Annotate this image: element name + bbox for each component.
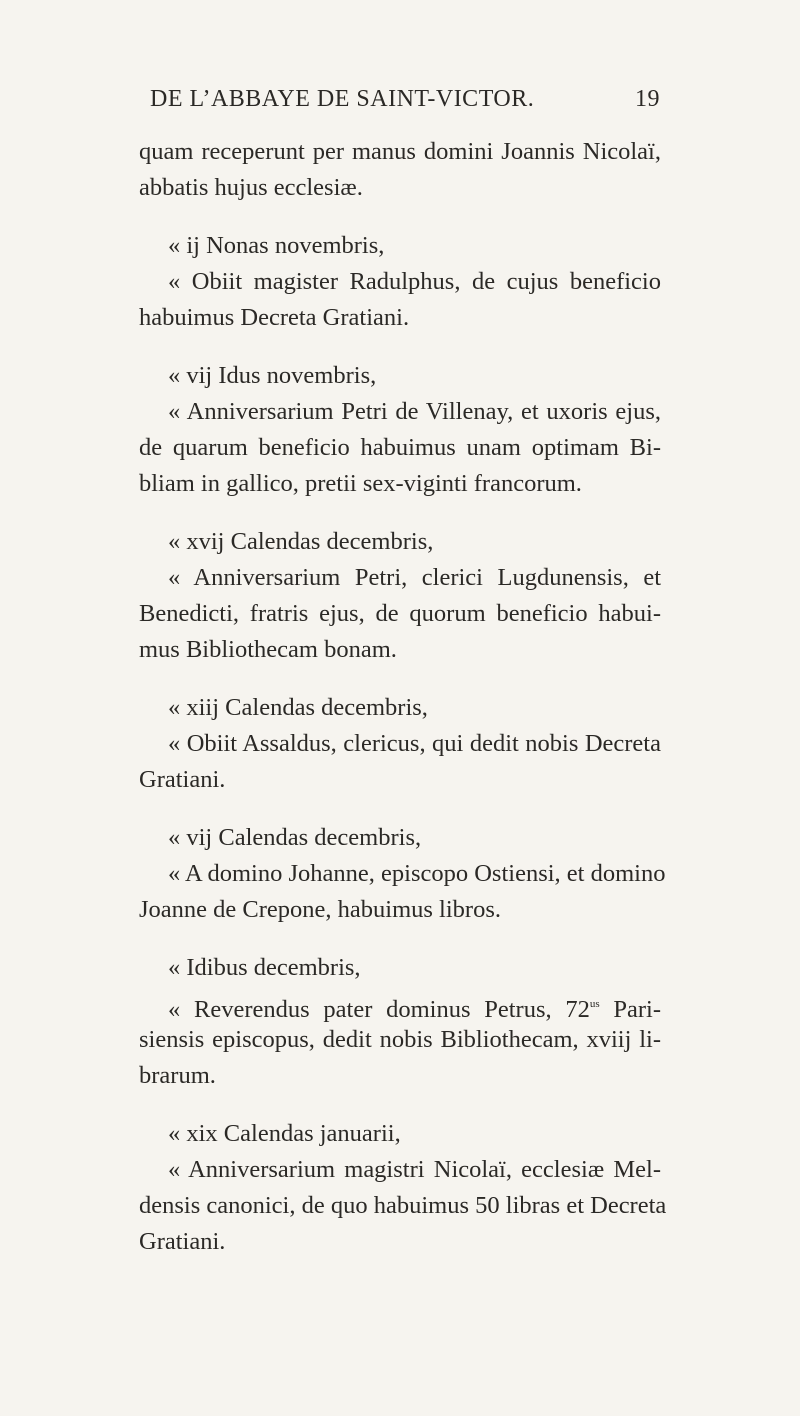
text-fragment: Pari- <box>599 996 661 1023</box>
entry-date <box>139 820 661 856</box>
text-line: « ij Nonas novembris, <box>168 232 385 259</box>
entry-date <box>139 358 661 394</box>
text-line: mus Bibliothecam bonam. <box>139 636 397 663</box>
text-line: « Anniversarium magistri Nicolaï, ecclesiæ Mel- <box>168 1156 661 1183</box>
text-line: de quarum beneficio habuimus unam optimam Bi- <box>139 434 661 461</box>
text-line: « vij Calendas decembris, <box>168 824 422 851</box>
body-text <box>139 134 667 1260</box>
entry-date <box>139 228 661 264</box>
text-line: « A domino Johanne, episcopo Ostiensi, et domino <box>168 860 666 887</box>
ordinal-suffix: us <box>589 998 600 1010</box>
text-line: « Anniversarium Petri, clerici Lugdunensis, et <box>168 564 661 591</box>
text-line: « xiij Calendas decembris, <box>168 694 428 721</box>
paragraph <box>139 134 661 206</box>
text-line <box>139 986 661 1022</box>
text-fragment: « Reverendus pater dominus Petrus, 72 <box>168 996 590 1023</box>
text-line: quam receperunt per manus domini Joannis Nicolaï, <box>139 138 661 165</box>
text-line: abbatis hujus ecclesiæ. <box>139 174 363 201</box>
entry-text <box>139 560 661 668</box>
entry-text <box>139 856 666 928</box>
text-line: « Obiit magister Radulphus, de cujus beneficio <box>168 268 661 295</box>
text-line: « Idibus decembris, <box>168 954 361 981</box>
entry-date <box>139 690 661 726</box>
entry-date <box>139 524 661 560</box>
text-line: Gratiani. <box>139 766 226 793</box>
text-line: « vij Idus novembris, <box>168 362 377 389</box>
text-line: Benedicti, fratris ejus, de quorum beneficio habui- <box>139 600 661 627</box>
entry-date <box>139 950 661 986</box>
entry-text <box>139 986 661 1094</box>
text-line: siensis episcopus, dedit nobis Bibliothecam, xviij li- <box>139 1026 661 1053</box>
text-line: bliam in gallico, pretii sex-viginti francorum. <box>139 470 582 497</box>
entry-text <box>139 394 661 502</box>
text-line: « xix Calendas januarii, <box>168 1120 401 1147</box>
page-number: 19 <box>635 86 660 112</box>
text-line: « xvij Calendas decembris, <box>168 528 434 555</box>
text-line: « Obiit Assaldus, clericus, qui dedit nobis Decreta <box>168 730 661 757</box>
text-line: habuimus Decreta Gratiani. <box>139 304 410 331</box>
text-line: « Anniversarium Petri de Villenay, et uxoris ejus, <box>168 398 661 425</box>
text-line: brarum. <box>139 1062 216 1089</box>
text-line: densis canonici, de quo habuimus 50 libras et Decreta <box>139 1192 667 1219</box>
entry-text <box>139 264 661 336</box>
running-title: DE L’ABBAYE DE SAINT-VICTOR. <box>150 86 535 112</box>
entry-text <box>139 1152 667 1260</box>
text-line: Gratiani. <box>139 1228 226 1255</box>
entry-date <box>139 1116 661 1152</box>
entry-text <box>139 726 661 798</box>
text-line: Joanne de Crepone, habuimus libros. <box>139 896 501 923</box>
